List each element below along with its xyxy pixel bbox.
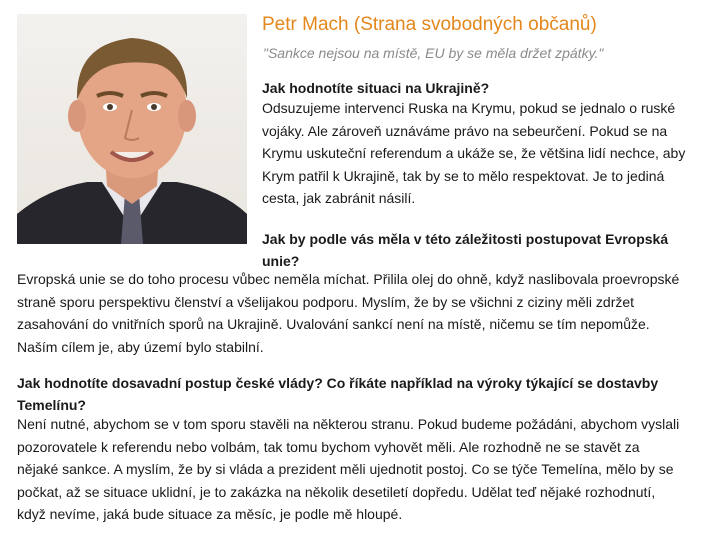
answer-1 xyxy=(262,97,714,210)
answer-line: počkat, až se situace uklidní, je to zakázka na několik desetiletí dopředu. Udělat teď nějaké rozhodnutí, xyxy=(17,483,656,500)
answer-line: Naším cílem je, aby území bylo stabilní. xyxy=(17,338,264,355)
answer-line: Krymu uskuteční referendum a ukáže se, že většina lidí nechce, aby xyxy=(262,145,686,161)
answer-line: cesta, jak zabránit násilí. xyxy=(262,190,416,206)
portrait-illustration xyxy=(17,14,247,244)
question-line: Jak by podle vás měla v této záležitosti postupovat Evropská xyxy=(262,231,669,247)
question-1: Jak hodnotíte situaci na Ukrajině? xyxy=(262,80,490,96)
answer-line: vojáky. Ale zároveň uznáváme právo na sebeurčení. Pokud se na xyxy=(262,122,668,139)
answer-line: Evropská unie se do toho procesu vůbec neměla míchat. Přilila olej do ohně, když naslibovala proevropské xyxy=(17,271,680,287)
answer-line: Není nutné, abychom se v tom sporu stavěli na některou stranu. Pokud budeme požádáni, abychom vyslali xyxy=(17,416,680,432)
answer-3 xyxy=(17,413,717,526)
answer-line: nějaké sankce. A myslím, že by si vláda a prezident měli ujednotit postoj. Co se týče Temelína, mělo by se xyxy=(17,461,674,477)
answer-line: Krym patřil k Ukrajině, tak by se to mělo respektovat. Je to jediná xyxy=(262,167,665,184)
answer-line: straně sporu perspektivu členství a všelijakou podporu. Myslím, že by se všichni z ciziny měli zdržet xyxy=(17,293,635,310)
answer-line: Odsuzujeme intervenci Ruska na Krymu, pokud se jednalo o ruské xyxy=(262,100,676,116)
headline-quote: "Sankce nejsou na místě, EU by se měla držet zpátky." xyxy=(263,45,604,61)
question-line: Temelínu? xyxy=(17,397,86,413)
interviewee-name: Petr Mach (Strana svobodných občanů) xyxy=(262,14,597,35)
answer-2 xyxy=(17,268,717,358)
question-3 xyxy=(17,372,717,416)
answer-line: pozorovatele k referendu nebo volbám, tak tomu bychom vyhovět měli. Ale rozhodně ne se stavět za xyxy=(17,438,640,455)
question-2 xyxy=(262,228,714,272)
question-line: Jak hodnotíte dosavadní postup české vlády? Co říkáte například na výroky týkající se dostavby xyxy=(17,375,659,391)
question-line: unie? xyxy=(262,253,300,269)
portrait-photo xyxy=(17,14,247,244)
answer-line: zasahování do vnitřních sporů na Ukrajině. Uvalování sankcí není na místě, ničemu se tím nepomůže. xyxy=(17,316,650,332)
answer-line: když nevíme, jaká bude situace za měsíc, je podle mě hloupé. xyxy=(17,506,403,522)
